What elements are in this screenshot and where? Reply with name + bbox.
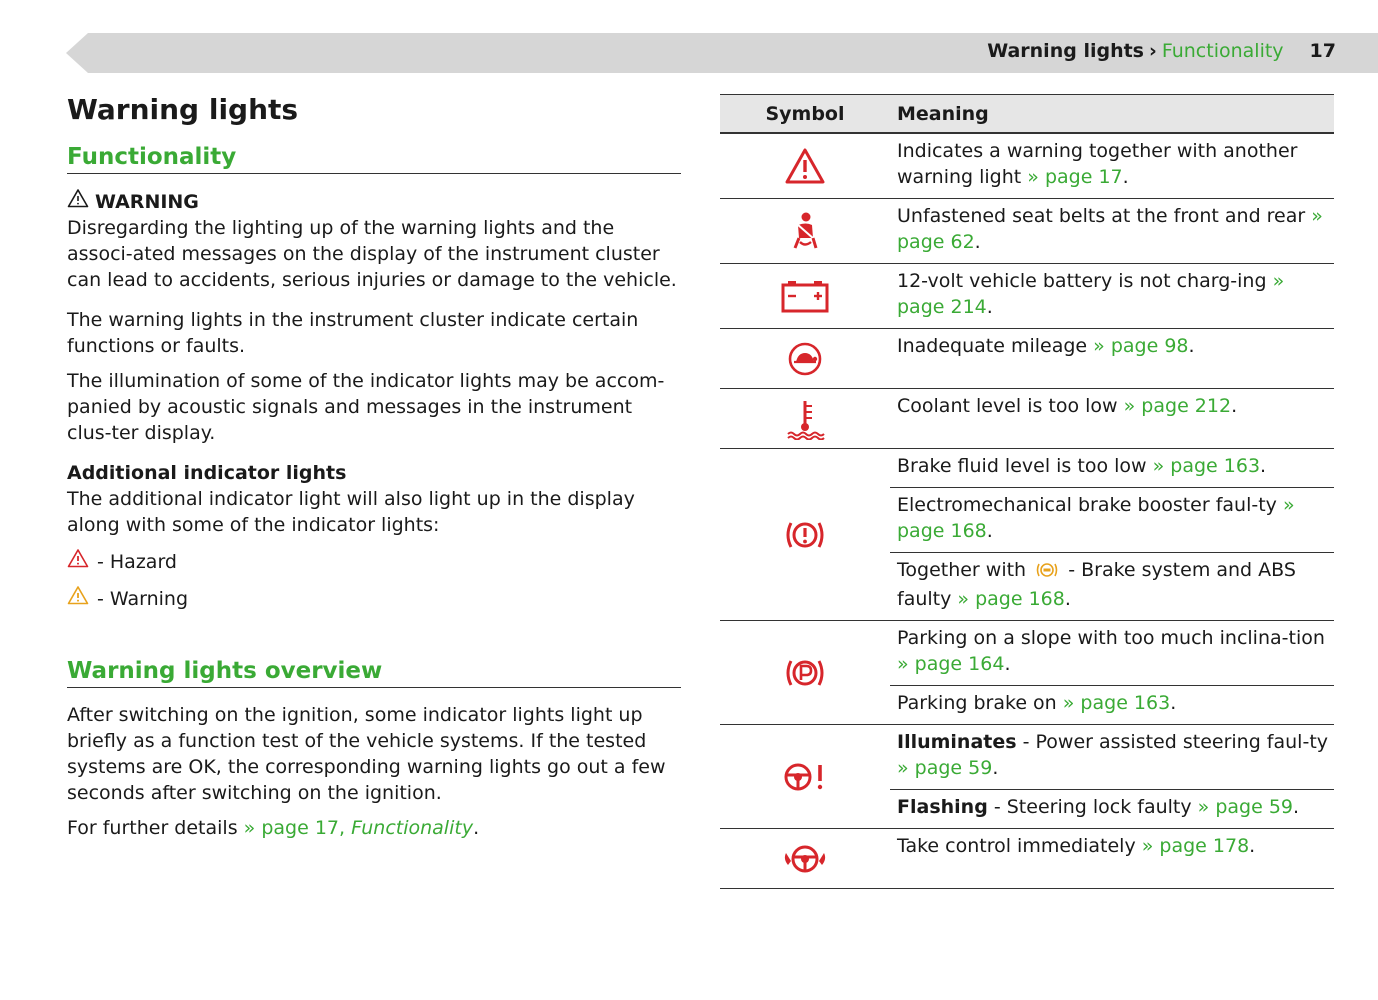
- page-link[interactable]: » page 168: [897, 494, 1295, 542]
- abs-icon: [1035, 560, 1059, 586]
- page-link[interactable]: » page 62: [897, 205, 1323, 253]
- warning-outline-icon: [67, 188, 89, 215]
- meaning-cell: [890, 329, 1334, 389]
- page-link[interactable]: » page 164: [897, 653, 1005, 675]
- page-link[interactable]: » page 168: [957, 588, 1065, 610]
- meaning-end: .: [1293, 796, 1300, 818]
- meaning-text: Electromechanical brake booster faul-ty: [897, 494, 1277, 516]
- steering-warning-icon: [720, 759, 890, 795]
- paragraph-acoustic: The illumination of some of the indicator lights may be accom-panied by acoustic signals and messages in the instrument clus-ter display.: [67, 370, 665, 444]
- overview-text: After switching on the ignition, some indicator lights light up briefly as a function test of the vehicle systems. If the tested systems are OK, the corresponding warning lights go out a few seconds after switching on the ignition.: [67, 704, 666, 804]
- paragraph-intro: The warning lights in the instrument cluster indicate certain functions or faults.: [67, 309, 639, 357]
- meaning-cell: [890, 553, 1334, 621]
- details-link-title[interactable]: Functionality: [351, 817, 474, 839]
- column-header-meaning: Meaning: [890, 95, 1334, 134]
- warning-text: Disregarding the lighting up of the warning lights and the associ-ated messages on the display of the instrument cluster can lead to accidents, serious injuries or damage to the vehicle.: [67, 217, 677, 291]
- page-link[interactable]: » page 98: [1093, 335, 1189, 357]
- meaning-end: .: [974, 231, 981, 253]
- warning-triangle-icon: [67, 585, 89, 612]
- warning-heading: [67, 188, 681, 215]
- table-row: [720, 449, 1334, 488]
- meaning-bold: Flashing: [897, 796, 988, 818]
- meaning-cell: [890, 133, 1334, 199]
- meaning-end: .: [1188, 335, 1195, 357]
- meaning-bold: Illuminates: [897, 731, 1017, 753]
- symbol-cell: [720, 329, 890, 389]
- legend-label: - Warning: [97, 587, 189, 610]
- additional-heading: Additional indicator lights: [67, 462, 347, 484]
- meaning-text: - Brake system and ABS faulty: [897, 559, 1296, 610]
- meaning-text: Take control immediately: [897, 835, 1136, 857]
- meaning-end: .: [1170, 692, 1177, 714]
- page-title: Warning lights: [67, 93, 299, 126]
- symbol-cell: [720, 725, 890, 829]
- meaning-text: Inadequate mileage: [897, 335, 1088, 357]
- meaning-cell: [890, 389, 1334, 449]
- legend-item: [67, 585, 681, 612]
- meaning-text-before: Together with: [897, 559, 1027, 581]
- page-link[interactable]: » page 178: [1141, 835, 1250, 857]
- meaning-cell: [890, 790, 1334, 829]
- warning-label: WARNING: [95, 190, 199, 213]
- breadcrumb-warning-lights[interactable]: Warning lights: [987, 40, 1144, 62]
- steering-control-icon: [720, 841, 890, 877]
- details-prefix: For further details: [67, 817, 238, 839]
- breadcrumb-functionality[interactable]: Functionality: [1161, 40, 1284, 62]
- breadcrumb-separator: ›: [1148, 40, 1157, 62]
- parking-brake-icon: [720, 655, 890, 691]
- table-row: [720, 725, 1334, 790]
- meaning-text: - Power assisted steering faul-ty: [1022, 731, 1329, 753]
- meaning-end: .: [992, 757, 999, 779]
- details-link-page[interactable]: » page 17,: [243, 817, 346, 839]
- meaning-cell: [890, 829, 1334, 889]
- meaning-cell: [890, 264, 1334, 329]
- warning-box: [67, 188, 681, 293]
- legend-item: [67, 548, 681, 575]
- brake-icon: [720, 517, 890, 553]
- symbol-cell: [720, 199, 890, 264]
- meaning-text: Brake fluid level is too low: [897, 455, 1147, 477]
- battery-icon: [720, 278, 890, 314]
- table-row: [720, 199, 1334, 264]
- additional-text: The additional indicator light will also light up in the display along with some of the indicator lights:: [67, 488, 635, 536]
- table-row: [720, 829, 1334, 889]
- meaning-text: Parking brake on: [897, 692, 1057, 714]
- meaning-text: Parking on a slope with too much inclina-tion: [897, 627, 1325, 649]
- hazard-triangle-icon: [67, 548, 89, 575]
- page-link[interactable]: » page 163: [1152, 455, 1261, 477]
- details-link[interactable]: [244, 817, 473, 839]
- legend-label: - Hazard: [97, 550, 177, 573]
- meaning-cell: [890, 199, 1334, 264]
- meaning-end: .: [1004, 653, 1011, 675]
- coolant-icon: [720, 398, 890, 440]
- seatbelt-icon: [720, 211, 890, 251]
- meaning-end: .: [1249, 835, 1256, 857]
- symbol-cell: [720, 829, 890, 889]
- breadcrumb: [987, 40, 1336, 62]
- turtle-icon: [720, 341, 890, 377]
- meaning-end: .: [1260, 455, 1267, 477]
- table-row: [720, 264, 1334, 329]
- table-row: [720, 133, 1334, 199]
- left-column: [67, 92, 681, 841]
- meaning-text: - Steering lock faulty: [993, 796, 1192, 818]
- page-link[interactable]: » page 212: [1123, 395, 1232, 417]
- symbol-cell: [720, 621, 890, 725]
- column-header-symbol: Symbol: [720, 95, 890, 134]
- page-link[interactable]: » page 163: [1062, 692, 1171, 714]
- meaning-end: .: [986, 520, 993, 542]
- meaning-cell: [890, 686, 1334, 725]
- meaning-cell: [890, 621, 1334, 686]
- details-suffix: .: [473, 817, 480, 839]
- warning-lights-table: [720, 94, 1334, 889]
- table-header-row: [720, 95, 1334, 134]
- meaning-text: Indicates a warning together with another warning light: [897, 140, 1298, 188]
- meaning-cell: [890, 725, 1334, 790]
- meaning-text: 12-volt vehicle battery is not charg-ing: [897, 270, 1267, 292]
- meaning-cell: [890, 488, 1334, 553]
- meaning-end: .: [1231, 395, 1238, 417]
- meaning-text: Unfastened seat belts at the front and rear: [897, 205, 1306, 227]
- meaning-text: Coolant level is too low: [897, 395, 1118, 417]
- page-link[interactable]: » page 17: [1027, 166, 1123, 188]
- page-number: 17: [1309, 40, 1336, 62]
- warning-triangle-icon: [720, 147, 890, 185]
- section-heading-overview: Warning lights overview: [67, 656, 681, 688]
- further-details: [67, 815, 681, 841]
- symbol-cell: [720, 264, 890, 329]
- section-heading-functionality: Functionality: [67, 142, 681, 174]
- table-row: [720, 389, 1334, 449]
- meaning-end: .: [1122, 166, 1129, 188]
- table-row: [720, 621, 1334, 686]
- meaning-end: .: [986, 296, 993, 318]
- page-link[interactable]: » page 214: [897, 270, 1285, 318]
- page-link[interactable]: » page 59: [1197, 796, 1293, 818]
- symbol-cell: [720, 389, 890, 449]
- meaning-end: .: [1064, 588, 1071, 610]
- page-link[interactable]: » page 59: [897, 757, 993, 779]
- symbol-cell: [720, 133, 890, 199]
- symbol-cell: [720, 449, 890, 621]
- meaning-cell: [890, 449, 1334, 488]
- table-row: [720, 329, 1334, 389]
